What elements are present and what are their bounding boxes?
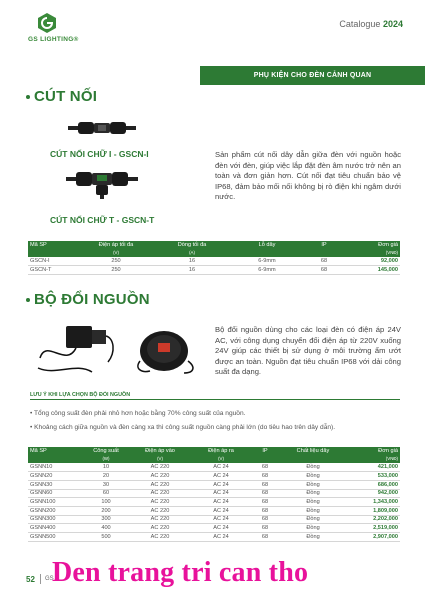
- table-cell: Đồng: [280, 498, 346, 507]
- table-cell: AC 24: [192, 533, 250, 542]
- table-cell: 68: [250, 524, 280, 533]
- table-row: [28, 266, 400, 275]
- table-cell: 68: [250, 489, 280, 498]
- price-cell: 942,000: [346, 489, 400, 498]
- table-cell: 20: [84, 472, 128, 481]
- table-cell: GSNN100: [28, 498, 84, 507]
- note-item: • Tổng công suất đèn phải nhỏ hơn hoặc bằng 70% công suất của nguồn.: [30, 410, 246, 417]
- table-cell: AC 24: [192, 489, 250, 498]
- price-cell: 533,000: [346, 472, 400, 481]
- col-header: Đơn giá (VNĐ): [346, 241, 400, 257]
- col-header: Điện áp vào (V): [128, 447, 192, 463]
- price-cell: 1,809,000: [346, 506, 400, 515]
- table-cell: AC 24: [192, 480, 250, 489]
- table-cell: GSNN10: [28, 463, 84, 472]
- connector-title-text: CÚT NỐI: [34, 88, 98, 105]
- col-header: Điện áp tối đa (V): [80, 241, 152, 257]
- price-cell: 686,000: [346, 480, 400, 489]
- table-row: [28, 498, 400, 507]
- table-cell: AC 24: [192, 506, 250, 515]
- table-cell: 68: [302, 257, 346, 266]
- table-cell: 68: [250, 515, 280, 524]
- i-connector-image: [68, 118, 136, 138]
- table-cell: 250: [80, 266, 152, 275]
- table-cell: 300: [84, 515, 128, 524]
- table-row: [28, 257, 400, 266]
- t-connector-image: [66, 165, 138, 199]
- price-cell: 145,000: [346, 266, 400, 275]
- table-cell: AC 24: [192, 524, 250, 533]
- table-cell: GSCN-T: [28, 266, 80, 275]
- connector-i-label: CÚT NỐI CHỮ I - GSCN-I: [50, 149, 149, 159]
- table-cell: AC 220: [128, 498, 192, 507]
- table-cell: 68: [250, 498, 280, 507]
- table-header-row: [28, 447, 400, 463]
- watermark-text: Den trang tri can tho: [52, 557, 309, 588]
- table-cell: AC 220: [128, 533, 192, 542]
- table-cell: 30: [84, 480, 128, 489]
- category-banner: PHỤ KIỆN CHO ĐÈN CẢNH QUAN: [200, 66, 425, 85]
- table-cell: Đồng: [280, 472, 346, 481]
- table-cell: 400: [84, 524, 128, 533]
- footer-divider: [40, 574, 41, 584]
- connector-t-label: CÚT NỐI CHỮ T - GSCN-T: [50, 215, 155, 225]
- table-cell: AC 220: [128, 489, 192, 498]
- table-cell: AC 220: [128, 506, 192, 515]
- page-number: 52: [26, 575, 35, 584]
- gs-lighting-logo-icon: [36, 12, 58, 34]
- power-supply-small-image: [36, 318, 118, 376]
- table-cell: 100: [84, 498, 128, 507]
- price-cell: 2,202,000: [346, 515, 400, 524]
- note-title: LƯU Ý KHI LỰA CHỌN BỘ ĐỔI NGUỒN: [30, 392, 131, 398]
- table-row: [28, 533, 400, 542]
- table-cell: Đồng: [280, 489, 346, 498]
- table-cell: GSNN400: [28, 524, 84, 533]
- table-cell: 500: [84, 533, 128, 542]
- table-row: [28, 524, 400, 533]
- price-cell: 1,343,000: [346, 498, 400, 507]
- table-cell: 68: [302, 266, 346, 275]
- table-cell: AC 24: [192, 498, 250, 507]
- table-cell: GSNN20: [28, 472, 84, 481]
- footer-brand: GS: [45, 576, 54, 582]
- table-cell: AC 24: [192, 472, 250, 481]
- col-header: Đơn giá (VNĐ): [346, 447, 400, 463]
- converter-spec-table: [28, 447, 400, 542]
- converter-title-text: BỘ ĐỔI NGUỒN: [34, 291, 150, 308]
- table-cell: AC 220: [128, 480, 192, 489]
- price-cell: 2,519,000: [346, 524, 400, 533]
- price-cell: 92,000: [346, 257, 400, 266]
- col-header: Dòng tối đa (A): [152, 241, 232, 257]
- catalogue-word: Catalogue: [339, 19, 381, 29]
- connector-section-title: [26, 88, 97, 105]
- table-cell: GSNN200: [28, 506, 84, 515]
- table-cell: 6-9mm: [232, 257, 302, 266]
- table-cell: Đồng: [280, 515, 346, 524]
- table-row: [28, 506, 400, 515]
- bullet-dot: [26, 95, 30, 99]
- price-cell: 2,907,000: [346, 533, 400, 542]
- table-cell: 10: [84, 463, 128, 472]
- col-header: IP: [250, 447, 280, 463]
- table-cell: 68: [250, 480, 280, 489]
- table-cell: Đồng: [280, 463, 346, 472]
- col-header: Mã SP: [28, 447, 84, 463]
- catalogue-label: [339, 19, 403, 29]
- table-cell: Đồng: [280, 506, 346, 515]
- table-cell: Đồng: [280, 524, 346, 533]
- table-cell: 16: [152, 257, 232, 266]
- converter-section-title: [26, 291, 150, 308]
- table-row: [28, 472, 400, 481]
- table-cell: AC 220: [128, 524, 192, 533]
- table-header-row: [28, 241, 400, 257]
- table-cell: Đồng: [280, 480, 346, 489]
- table-cell: 68: [250, 463, 280, 472]
- converter-description: Bộ đổi nguồn dùng cho các loại đèn có điện áp 24V AC, với công dụng chuyển đổi điện áp từ 220V xuống 24V giúp các thiết bị sử dụng ở môi trường ẩm ướt được an toàn. Nguồn đạt tiêu chuẩn IP68 với dải công suất đa dạng.: [215, 325, 401, 376]
- table-row: [28, 515, 400, 524]
- table-cell: 6-9mm: [232, 266, 302, 275]
- catalogue-year: 2024: [382, 19, 403, 29]
- table-cell: AC 220: [128, 515, 192, 524]
- table-cell: 68: [250, 506, 280, 515]
- col-header: Điện áp ra (V): [192, 447, 250, 463]
- table-cell: GSNN500: [28, 533, 84, 542]
- table-cell: 60: [84, 489, 128, 498]
- table-cell: AC 220: [128, 463, 192, 472]
- table-cell: 68: [250, 472, 280, 481]
- table-cell: 68: [250, 533, 280, 542]
- table-row: [28, 463, 400, 472]
- col-header: Lỗ dây: [232, 241, 302, 257]
- table-cell: AC 24: [192, 463, 250, 472]
- price-cell: 421,000: [346, 463, 400, 472]
- table-cell: AC 24: [192, 515, 250, 524]
- table-row: [28, 489, 400, 498]
- note-item: • Khoảng cách giữa nguồn và đèn càng xa thì công suất nguồn càng phải lớn (do tiêu hao trên dây dẫn).: [30, 424, 336, 431]
- connector-spec-table: [28, 241, 400, 275]
- bullet-dot: [26, 298, 30, 302]
- table-cell: 200: [84, 506, 128, 515]
- table-cell: 250: [80, 257, 152, 266]
- note-divider: [30, 399, 400, 400]
- table-cell: GSNN300: [28, 515, 84, 524]
- table-cell: GSCN-I: [28, 257, 80, 266]
- table-cell: GSNN60: [28, 489, 84, 498]
- power-supply-large-image: [132, 325, 198, 375]
- brand-logo-text: GS LIGHTING®: [28, 36, 79, 43]
- connector-description: Sản phẩm cút nối dây dẫn giữa đèn với nguồn hoặc đèn với đèn, giúp việc lắp đặt đèn âm nước trở nên an toàn và đơn giản hơn. Cút nối đạt tiêu chuẩn bảo vệ IP68, đảm bảo mối nối không bị rò điện khi ngâm dưới nước.: [215, 150, 401, 201]
- table-cell: GSNN30: [28, 480, 84, 489]
- col-header: IP: [302, 241, 346, 257]
- table-cell: AC 220: [128, 472, 192, 481]
- col-header: Công suất (W): [84, 447, 128, 463]
- table-cell: Đồng: [280, 533, 346, 542]
- col-header: Chất liệu dây: [280, 447, 346, 463]
- table-row: [28, 480, 400, 489]
- table-cell: 16: [152, 266, 232, 275]
- col-header: Mã SP: [28, 241, 80, 257]
